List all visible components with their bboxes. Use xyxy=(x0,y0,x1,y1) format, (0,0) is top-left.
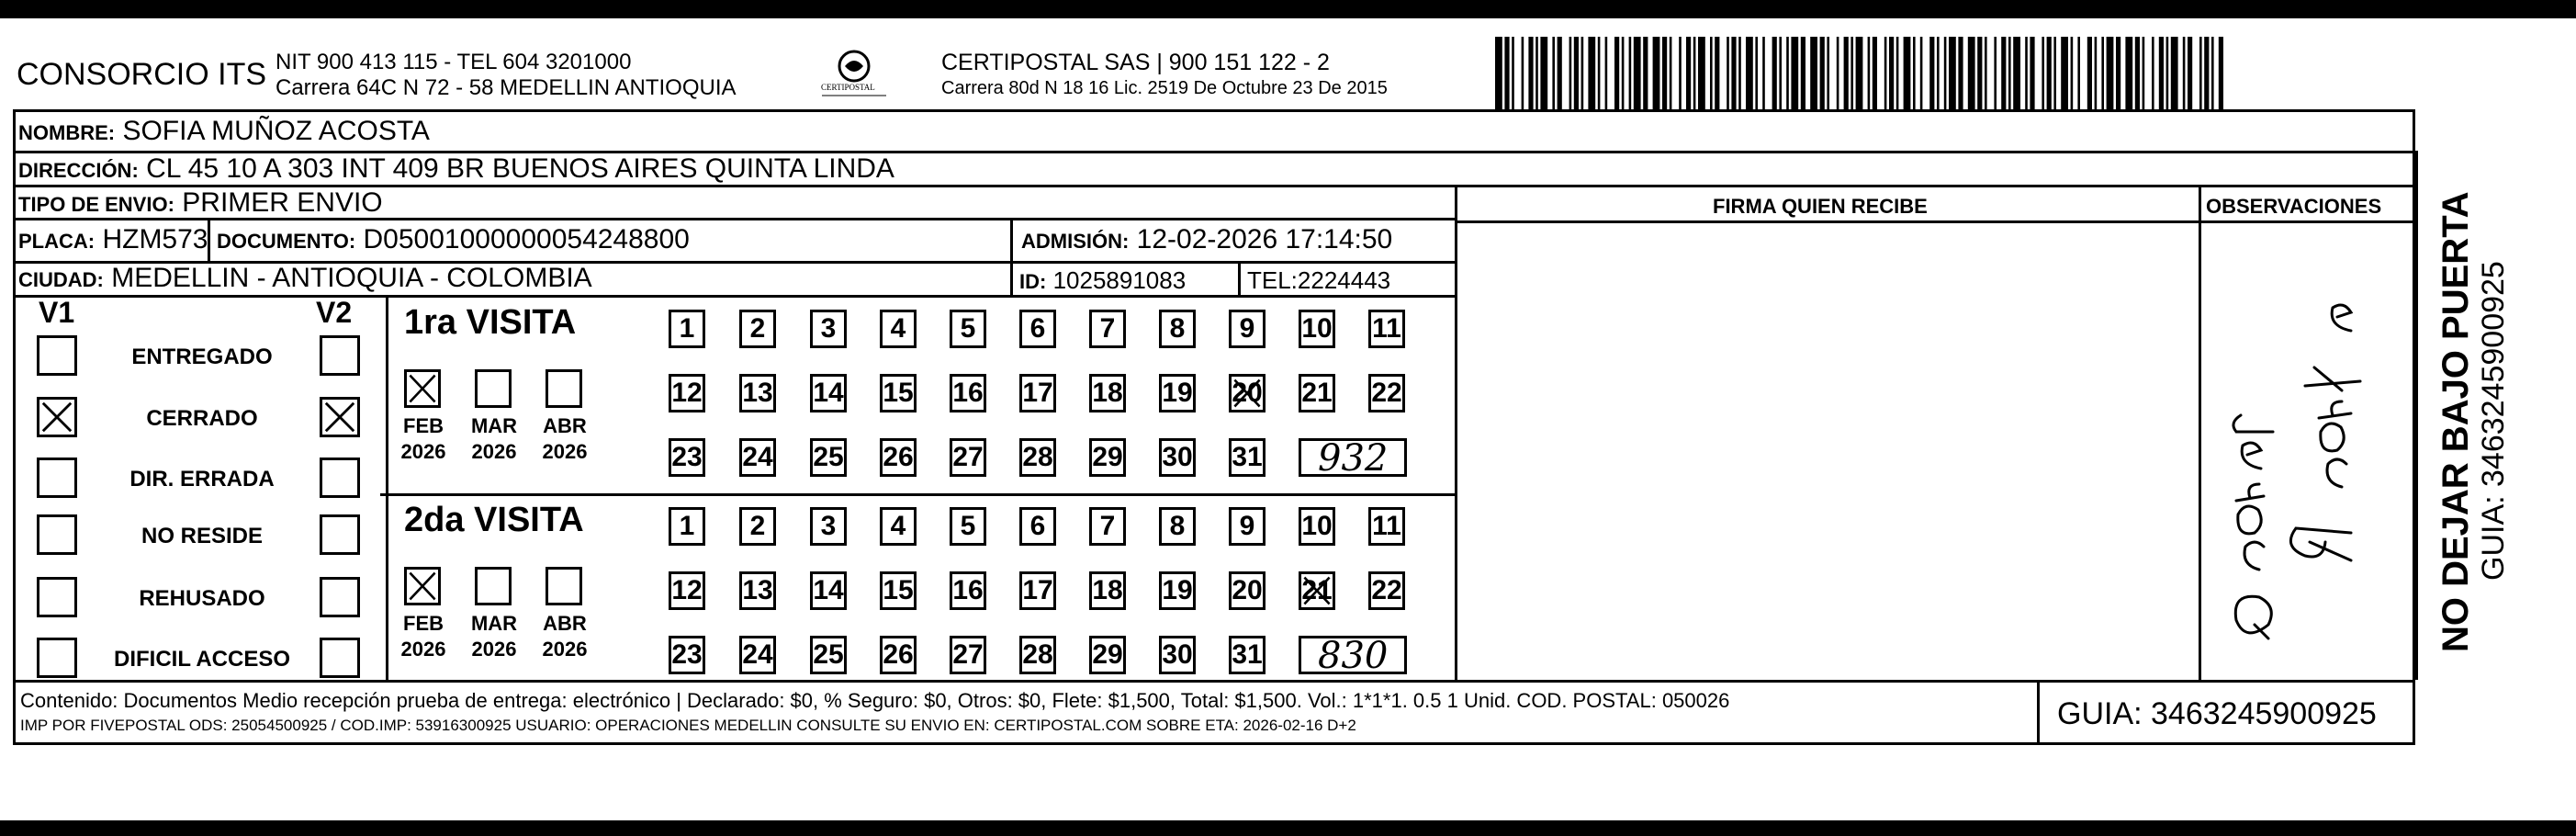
month-year: 2026 xyxy=(471,440,517,463)
month-checkbox[interactable] xyxy=(404,567,441,605)
col-line xyxy=(1238,261,1241,295)
day-box[interactable] xyxy=(1019,438,1056,477)
plate-label: PLACA: xyxy=(18,230,96,253)
day-box[interactable] xyxy=(880,507,917,546)
status-label: NO RESIDE xyxy=(141,524,264,548)
visit-title: 2da VISITA xyxy=(404,501,584,539)
recipient-address: CL 45 10 A 303 INT 409 BR BUENOS AIRES QUINTA LINDA xyxy=(146,153,894,184)
day-number: 23 xyxy=(671,442,703,472)
month-year: 2026 xyxy=(471,638,517,661)
day-number: 19 xyxy=(1162,378,1193,408)
status-checkbox-v2[interactable] xyxy=(320,458,360,498)
day-number: 31 xyxy=(1232,639,1263,670)
status-checkbox-v1[interactable] xyxy=(37,335,77,376)
day-box[interactable] xyxy=(1089,374,1126,412)
day-number: 29 xyxy=(1092,442,1123,472)
status-checkbox-v2[interactable] xyxy=(320,397,360,437)
tel-value: 2224443 xyxy=(1297,266,1391,294)
month-checkbox[interactable] xyxy=(546,369,582,408)
day-number: 11 xyxy=(1372,511,1401,541)
day-number: 27 xyxy=(952,442,984,472)
day-box[interactable] xyxy=(810,571,847,610)
month-label xyxy=(391,611,456,662)
col-line xyxy=(2415,151,2418,680)
col-line xyxy=(386,295,388,680)
day-number: 1 xyxy=(679,313,695,344)
day-box[interactable] xyxy=(880,636,917,674)
type-row xyxy=(18,187,383,219)
status-checkbox-v1[interactable] xyxy=(37,577,77,617)
day-number: 31 xyxy=(1232,442,1263,472)
col-line xyxy=(1010,218,1013,295)
day-number: 25 xyxy=(813,639,844,670)
address-row xyxy=(18,153,894,185)
top-scan-bar xyxy=(0,0,2576,18)
city-value: MEDELLIN - ANTIOQUIA - COLOMBIA xyxy=(111,263,592,293)
day-number: 13 xyxy=(742,575,773,605)
day-number: 16 xyxy=(952,378,984,408)
visit-time-box xyxy=(1299,635,1407,677)
day-number: 15 xyxy=(883,575,914,605)
status-checkbox-v2[interactable] xyxy=(320,514,360,555)
month-year: 2026 xyxy=(400,440,446,463)
status-checkbox-v2[interactable] xyxy=(320,638,360,678)
day-box[interactable] xyxy=(810,438,847,477)
signature-area[interactable] xyxy=(1460,224,2195,676)
day-box[interactable] xyxy=(1159,374,1196,412)
day-cross-mark xyxy=(1301,574,1333,607)
day-box[interactable] xyxy=(1229,374,1266,412)
day-box[interactable] xyxy=(739,310,776,348)
status-label: DIR. ERRADA xyxy=(129,467,275,491)
day-number: 6 xyxy=(1029,313,1046,344)
day-number: 7 xyxy=(1099,511,1116,541)
courier-name: CERTIPOSTAL SAS | 900 151 122 - 2 xyxy=(941,50,1330,75)
day-box[interactable] xyxy=(950,438,986,477)
day-box[interactable] xyxy=(1159,507,1196,546)
day-box[interactable] xyxy=(950,636,986,674)
day-number: 26 xyxy=(883,639,914,670)
day-box[interactable] xyxy=(880,438,917,477)
day-box[interactable] xyxy=(1368,310,1405,348)
month-label xyxy=(462,413,526,465)
visit-time: 830 xyxy=(1318,635,1389,677)
day-box[interactable] xyxy=(669,438,705,477)
day-box[interactable] xyxy=(1019,310,1056,348)
day-box[interactable] xyxy=(1368,571,1405,610)
day-number: 9 xyxy=(1239,313,1255,344)
day-number: 12 xyxy=(671,575,703,605)
month-checkbox[interactable] xyxy=(546,567,582,605)
day-box[interactable] xyxy=(880,310,917,348)
id-value: 1025891083 xyxy=(1052,266,1187,294)
type-label: TIPO DE ENVIO: xyxy=(18,193,174,216)
row-line xyxy=(1455,220,2415,223)
shipment-type: PRIMER ENVIO xyxy=(182,187,383,218)
status-checkbox-v1[interactable] xyxy=(37,397,77,437)
status-checkbox-v1[interactable] xyxy=(37,514,77,555)
day-number: 7 xyxy=(1099,313,1116,344)
tel-label: TEL: xyxy=(1247,266,1298,294)
day-box[interactable] xyxy=(810,507,847,546)
status-label: CERRADO xyxy=(146,406,258,431)
month-name: ABR xyxy=(543,612,587,635)
day-number: 1 xyxy=(679,511,695,541)
footer-guia: GUIA: 3463245900925 xyxy=(2057,696,2377,731)
day-number: 28 xyxy=(1022,442,1053,472)
day-box[interactable] xyxy=(880,374,917,412)
admission-row xyxy=(1021,224,1392,255)
day-box[interactable] xyxy=(1229,438,1266,477)
v1-label: V1 xyxy=(39,296,75,329)
day-number: 18 xyxy=(1092,575,1123,605)
day-number: 12 xyxy=(671,378,703,408)
visit-time: 932 xyxy=(1318,437,1389,480)
day-box[interactable] xyxy=(1299,571,1335,610)
day-box[interactable] xyxy=(880,571,917,610)
logo-text: CERTIPOSTAL xyxy=(821,83,875,92)
day-number: 23 xyxy=(671,639,703,670)
visit-time-box xyxy=(1299,437,1407,480)
day-box[interactable] xyxy=(739,571,776,610)
day-box[interactable] xyxy=(1368,374,1405,412)
tel-row xyxy=(1247,266,1390,295)
row-line xyxy=(13,680,2415,683)
day-number: 10 xyxy=(1301,511,1333,541)
visit-title: 1ra VISITA xyxy=(404,303,577,342)
month-label xyxy=(462,611,526,662)
day-box[interactable] xyxy=(810,374,847,412)
signature-label: FIRMA QUIEN RECIBE xyxy=(1713,195,1928,218)
courier-license: Carrera 80d N 18 16 Lic. 2519 De Octubre 23 De 2015 xyxy=(941,78,1388,98)
day-cross-mark xyxy=(1232,377,1263,410)
day-number: 11 xyxy=(1372,313,1401,344)
certipostal-logo xyxy=(817,48,891,103)
day-box[interactable] xyxy=(1229,507,1266,546)
bottom-scan-bar xyxy=(0,820,2576,836)
day-box[interactable] xyxy=(1159,438,1196,477)
day-number: 20 xyxy=(1232,378,1263,408)
admission-label: ADMISIÓN: xyxy=(1021,230,1130,253)
day-box[interactable] xyxy=(950,571,986,610)
day-box[interactable] xyxy=(1229,636,1266,674)
month-year: 2026 xyxy=(400,638,446,661)
day-box[interactable] xyxy=(1159,310,1196,348)
row-line xyxy=(380,493,1455,496)
status-label: ENTREGADO xyxy=(131,345,273,369)
day-number: 30 xyxy=(1162,639,1193,670)
company-nit: NIT 900 413 115 - TEL 604 3201000 xyxy=(276,50,632,74)
status-checkbox-v1[interactable] xyxy=(37,458,77,498)
day-number: 17 xyxy=(1022,575,1053,605)
day-number: 26 xyxy=(883,442,914,472)
month-label xyxy=(533,611,597,662)
day-box[interactable] xyxy=(1159,636,1196,674)
month-checkbox[interactable] xyxy=(475,369,512,408)
day-number: 17 xyxy=(1022,378,1053,408)
day-number: 21 xyxy=(1301,575,1333,605)
day-number: 5 xyxy=(960,511,976,541)
day-number: 8 xyxy=(1169,511,1186,541)
day-box[interactable] xyxy=(739,636,776,674)
day-number: 19 xyxy=(1162,575,1193,605)
day-box[interactable] xyxy=(810,310,847,348)
day-number: 22 xyxy=(1371,378,1402,408)
month-year: 2026 xyxy=(542,638,588,661)
barcode xyxy=(1495,37,2223,110)
observations-label: OBSERVACIONES xyxy=(2206,195,2382,218)
day-box[interactable] xyxy=(739,438,776,477)
day-box[interactable] xyxy=(810,636,847,674)
day-box[interactable] xyxy=(1089,310,1126,348)
day-number: 24 xyxy=(742,442,773,472)
day-number: 13 xyxy=(742,378,773,408)
day-number: 15 xyxy=(883,378,914,408)
month-label xyxy=(533,413,597,465)
day-number: 30 xyxy=(1162,442,1193,472)
day-number: 4 xyxy=(890,313,906,344)
day-number: 5 xyxy=(960,313,976,344)
day-box[interactable] xyxy=(1368,507,1405,546)
col-line xyxy=(1455,185,1457,680)
day-box[interactable] xyxy=(1299,507,1335,546)
city-label: CIUDAD: xyxy=(18,268,104,291)
month-name: MAR xyxy=(470,414,518,437)
side-guia: GUIA: 3463245900925 xyxy=(2476,261,2511,581)
day-box[interactable] xyxy=(1019,636,1056,674)
status-checkbox-v2[interactable] xyxy=(320,335,360,376)
footer-contents: Contenido: Documentos Medio recepción prueba de entrega: electrónico | Declarado: $0, % Seguro: $0, Otros: $0, Flete: $1,500, Total: $1,500. Vol.: 1*1*1. 0.5 1 Unid. COD. POSTAL: 050026 xyxy=(20,689,1730,712)
id-label: ID: xyxy=(1019,270,1047,293)
month-checkbox[interactable] xyxy=(404,369,441,408)
day-box[interactable] xyxy=(1089,507,1126,546)
name-row xyxy=(18,116,430,147)
day-box[interactable] xyxy=(669,374,705,412)
day-number: 25 xyxy=(813,442,844,472)
address-label: DIRECCIÓN: xyxy=(18,159,139,182)
footer-print-info: IMP POR FIVEPOSTAL ODS: 25054500925 / COD.IMP: 53916300925 USUARIO: OPERACIONES MEDELLIN CONSULTE SU ENVIO EN: CERTIPOSTAL.COM SOBRE ETA: 2026-02-16 D+2 xyxy=(20,717,1356,734)
company-address: Carrera 64C N 72 - 58 MEDELLIN ANTIOQUIA xyxy=(276,75,737,100)
day-number: 9 xyxy=(1239,511,1255,541)
day-box[interactable] xyxy=(1019,571,1056,610)
day-box[interactable] xyxy=(739,374,776,412)
day-number: 8 xyxy=(1169,313,1186,344)
side-warning: NO DEJAR BAJO PUERTA xyxy=(2435,191,2476,652)
v2-label: V2 xyxy=(316,296,353,329)
day-number: 22 xyxy=(1371,575,1402,605)
day-box[interactable] xyxy=(1299,310,1335,348)
admission-value: 12-02-2026 17:14:50 xyxy=(1136,224,1393,254)
day-box[interactable] xyxy=(669,507,705,546)
plate-value: HZM573 xyxy=(102,224,208,254)
month-checkbox[interactable] xyxy=(475,567,512,605)
day-box[interactable] xyxy=(1159,571,1196,610)
day-box[interactable] xyxy=(950,374,986,412)
row-line xyxy=(13,295,1455,298)
day-number: 14 xyxy=(813,378,844,408)
day-box[interactable] xyxy=(739,507,776,546)
day-box[interactable] xyxy=(1019,374,1056,412)
day-box[interactable] xyxy=(669,310,705,348)
plate-row xyxy=(18,224,208,255)
day-number: 21 xyxy=(1301,378,1333,408)
day-number: 18 xyxy=(1092,378,1123,408)
month-year: 2026 xyxy=(542,440,588,463)
handwritten-note xyxy=(2204,230,2413,671)
day-number: 2 xyxy=(749,511,766,541)
day-box[interactable] xyxy=(1089,636,1126,674)
month-name: FEB xyxy=(403,414,444,437)
month-name: ABR xyxy=(543,414,587,437)
day-box[interactable] xyxy=(950,507,986,546)
day-box[interactable] xyxy=(1229,310,1266,348)
day-number: 6 xyxy=(1029,511,1046,541)
day-number: 14 xyxy=(813,575,844,605)
status-label: REHUSADO xyxy=(139,586,265,611)
name-label: NOMBRE: xyxy=(18,121,116,144)
company-name: CONSORCIO ITS xyxy=(17,57,267,92)
day-box[interactable] xyxy=(950,310,986,348)
day-number: 28 xyxy=(1022,639,1053,670)
day-box[interactable] xyxy=(1229,571,1266,610)
document-value: D05001000000054248800 xyxy=(363,224,690,254)
day-number: 20 xyxy=(1232,575,1263,605)
day-box[interactable] xyxy=(1089,571,1126,610)
day-number: 27 xyxy=(952,639,984,670)
status-checkbox-v1[interactable] xyxy=(37,638,77,678)
status-label: DIFICIL ACCESO xyxy=(113,647,290,672)
document-label: DOCUMENTO: xyxy=(217,230,356,253)
day-number: 10 xyxy=(1301,313,1333,344)
day-number: 3 xyxy=(820,313,837,344)
day-number: 3 xyxy=(820,511,837,541)
status-checkbox-v2[interactable] xyxy=(320,577,360,617)
id-row xyxy=(1019,266,1186,295)
col-line xyxy=(2199,185,2201,680)
day-box[interactable] xyxy=(1089,438,1126,477)
month-name: FEB xyxy=(403,612,444,635)
day-number: 2 xyxy=(749,313,766,344)
day-box[interactable] xyxy=(669,571,705,610)
day-box[interactable] xyxy=(1019,507,1056,546)
day-number: 16 xyxy=(952,575,984,605)
day-number: 4 xyxy=(890,511,906,541)
month-label xyxy=(391,413,456,465)
day-box[interactable] xyxy=(669,636,705,674)
col-line xyxy=(2037,680,2040,745)
day-number: 24 xyxy=(742,639,773,670)
recipient-name: SOFIA MUÑOZ ACOSTA xyxy=(122,116,430,146)
month-name: MAR xyxy=(470,612,518,635)
city-row xyxy=(18,263,592,294)
day-box[interactable] xyxy=(1299,374,1335,412)
document-row xyxy=(217,224,690,255)
day-number: 29 xyxy=(1092,639,1123,670)
